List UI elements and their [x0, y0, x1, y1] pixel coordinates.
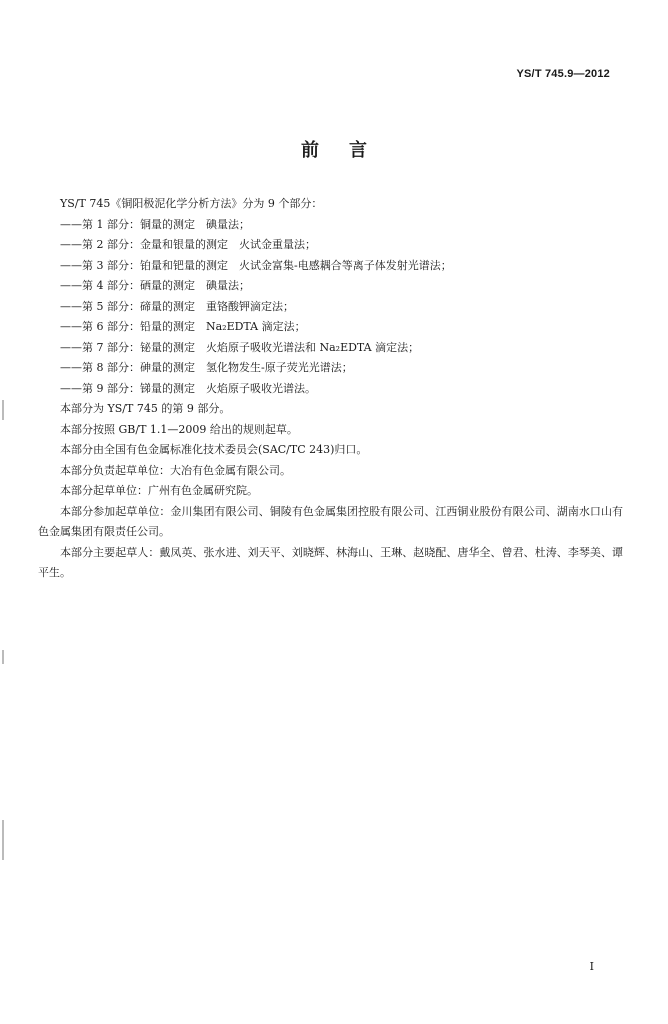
part-list-item: ——第 8 部分：砷量的测定 氢化物发生-原子荧光光谱法； — [60, 361, 353, 374]
part-list-item: ——第 2 部分：金量和银量的测定 火试金重量法； — [60, 238, 316, 251]
statement-paragraph: 本部分负责起草单位：大冶有色金属有限公司。 — [60, 463, 291, 477]
participants-paragraph: 本部分参加起草单位：金川集团有限公司、铜陵有色金属集团控股有限公司、江西铜业股份有限公司、湖南水口山有色金属集团有限责任公司。 — [38, 504, 623, 538]
drafters-paragraph: 本部分主要起草人：戴凤英、张水进、刘天平、刘晓辉、林海山、王琳、赵晓配、唐华全、曾君、杜涛、李琴美、谭平生。 — [38, 545, 623, 579]
statement-paragraph: 本部分由全国有色金属标准化技术委员会(SAC/TC 243)归口。 — [60, 443, 368, 456]
scan-edge-mark — [2, 650, 4, 664]
scan-edge-mark — [2, 400, 4, 420]
page-title: 前言 — [301, 140, 397, 161]
part-list-item: ——第 5 部分：碲量的测定 重铬酸钾滴定法； — [60, 299, 294, 313]
statement-paragraph: 本部分起草单位：广州有色金属研究院。 — [60, 484, 258, 497]
standard-number: YS/T 745.9—2012 — [516, 68, 610, 80]
foreword-body — [38, 194, 623, 584]
part-list-item: ——第 6 部分：铅量的测定 Na₂EDTA 滴定法； — [60, 320, 306, 333]
intro-paragraph: YS/T 745《铜阳极泥化学分析方法》分为 9 个部分： — [60, 197, 323, 210]
part-list-item: ——第 9 部分：锑量的测定 火焰原子吸收光谱法。 — [60, 381, 316, 395]
scan-edge-mark — [2, 820, 4, 860]
page-number: I — [589, 960, 594, 973]
statement-paragraph: 本部分按照 GB/T 1.1—2009 给出的规则起草。 — [60, 422, 298, 436]
part-list-item: ——第 7 部分：铋量的测定 火焰原子吸收光谱法和 Na₂EDTA 滴定法； — [60, 340, 420, 354]
statement-paragraph: 本部分为 YS/T 745 的第 9 部分。 — [60, 402, 231, 415]
part-list-item: ——第 4 部分：硒量的测定 碘量法； — [60, 279, 250, 292]
part-list-item: ——第 3 部分：铂量和钯量的测定 火试金富集-电感耦合等离子体发射光谱法； — [60, 258, 452, 272]
part-list-item: ——第 1 部分：铜量的测定 碘量法； — [60, 217, 250, 231]
